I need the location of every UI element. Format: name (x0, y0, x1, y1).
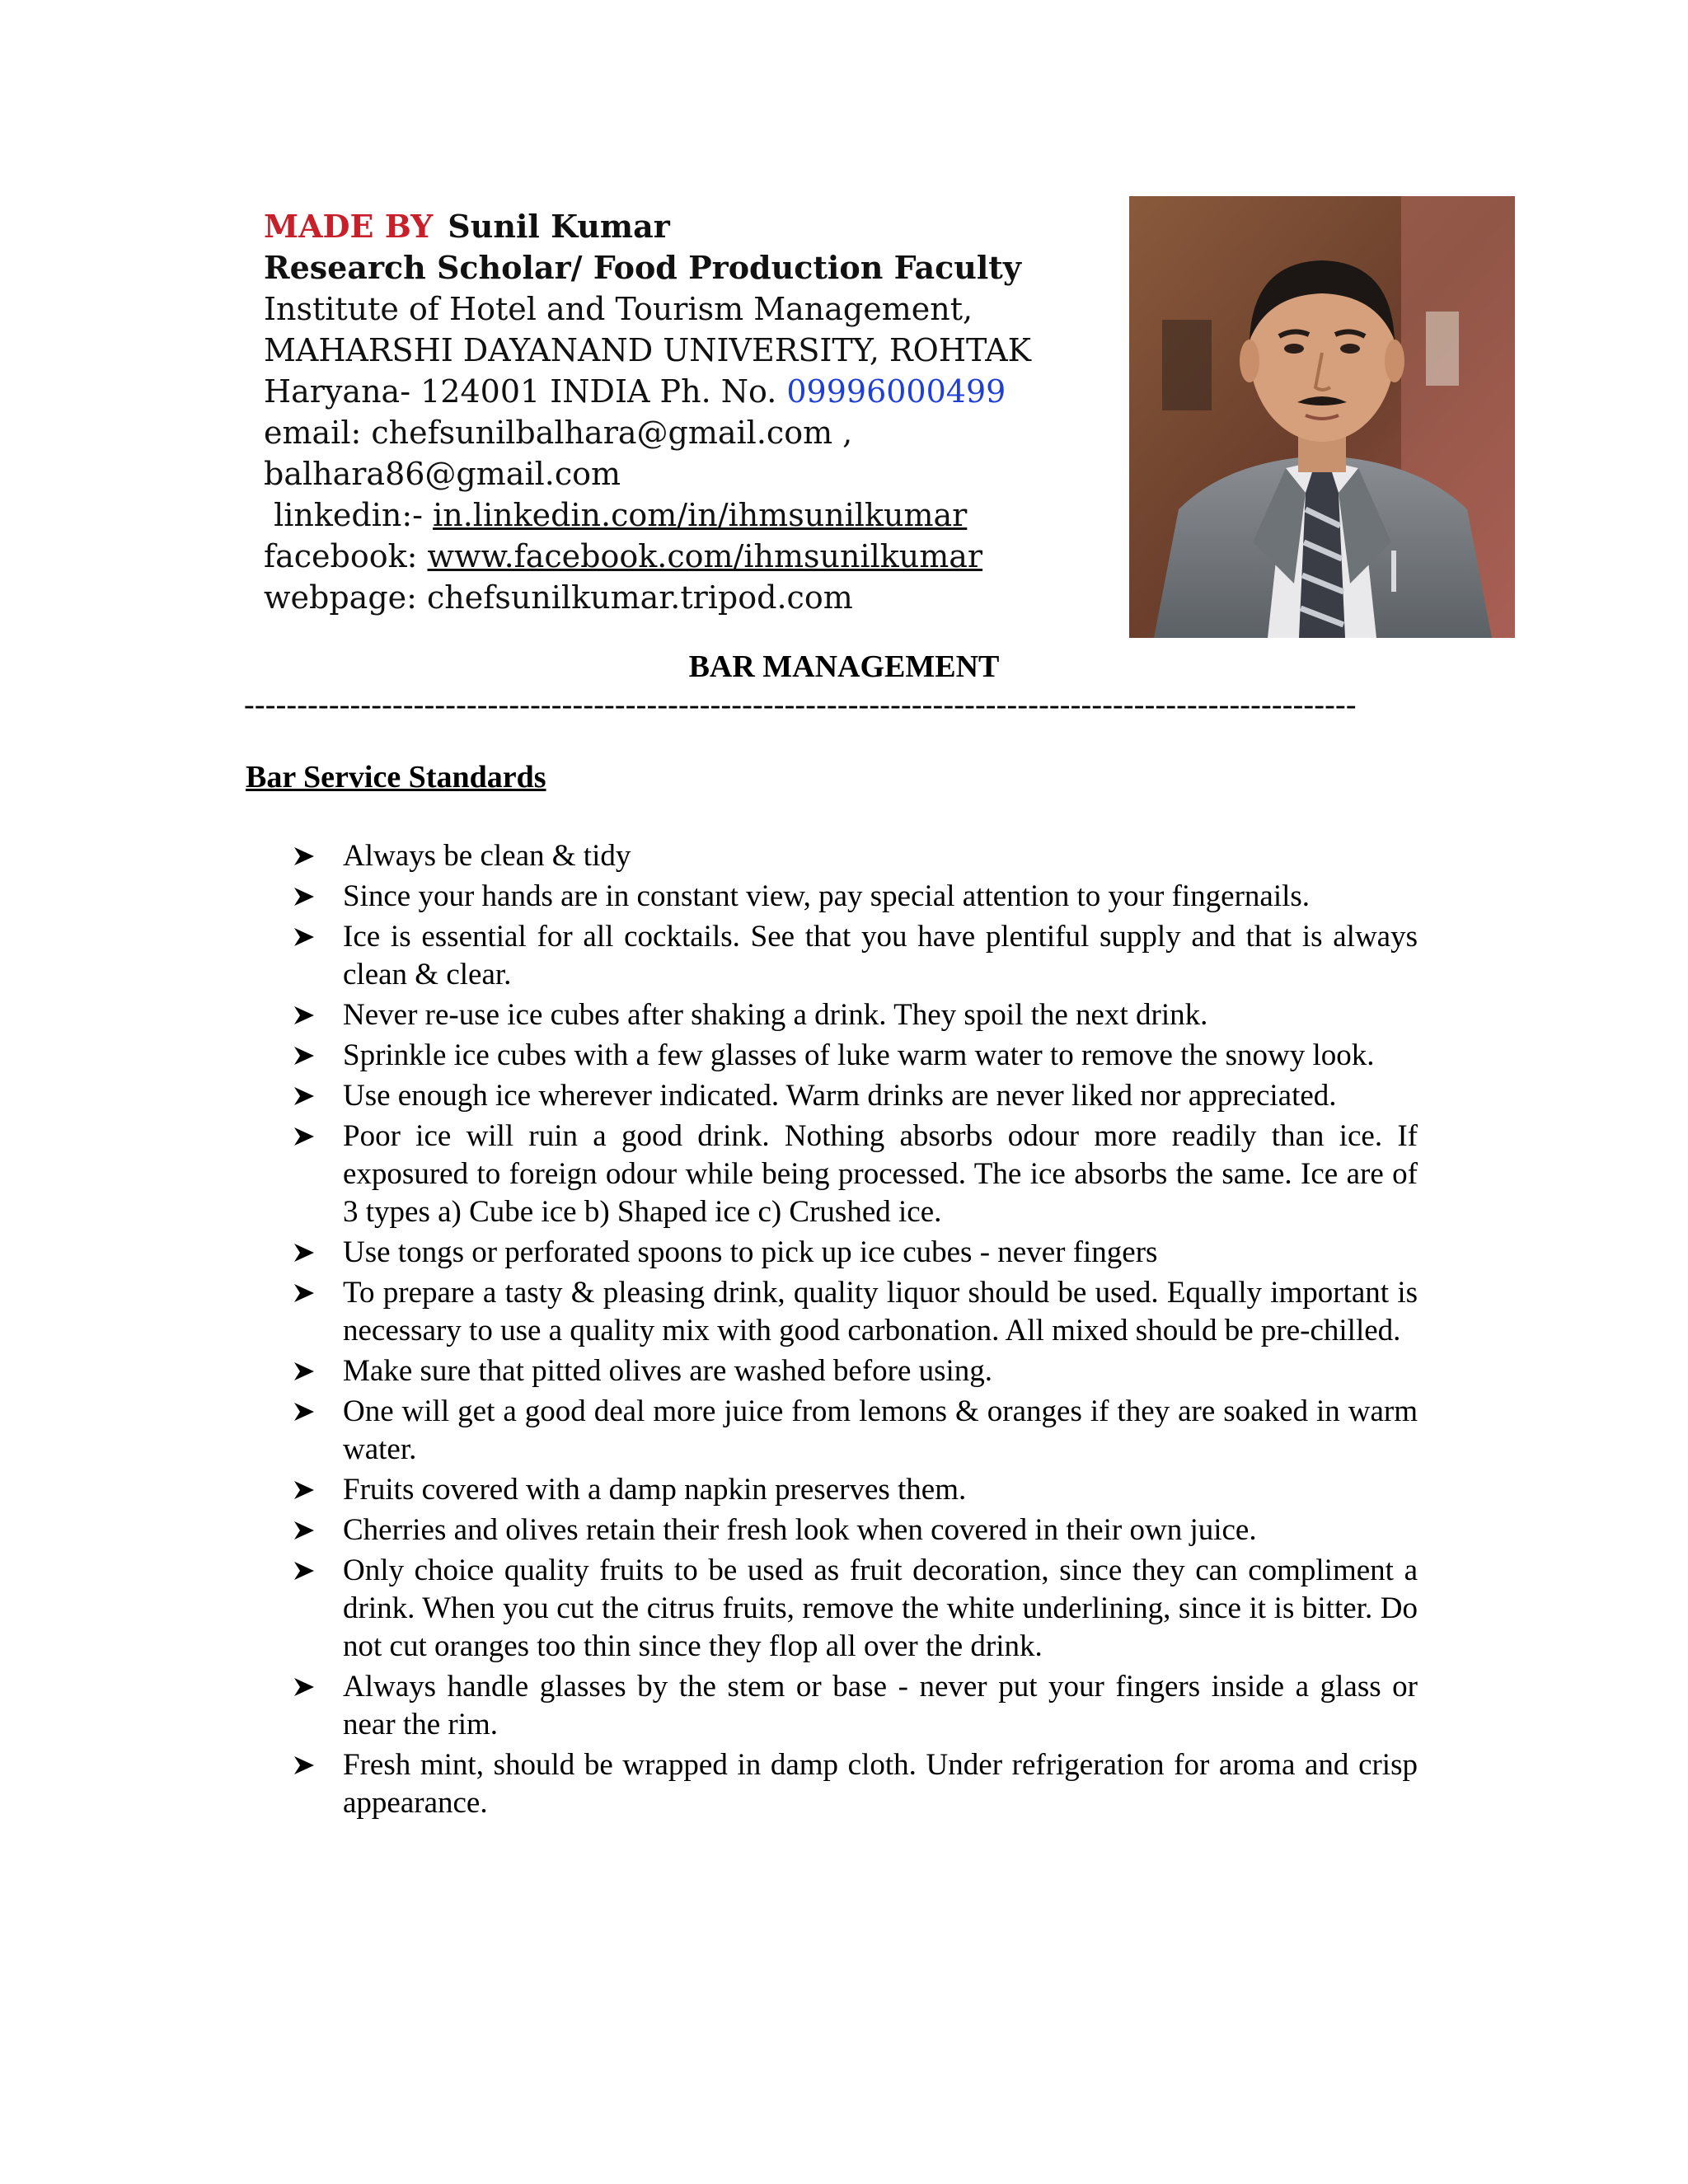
list-item-text: Always handle glasses by the stem or base - never put your fingers inside a glass or near the rim. (343, 1670, 1418, 1741)
email-line-2: balhara86@gmail.com (264, 456, 621, 492)
arrowhead-bullet-icon (293, 1274, 318, 1312)
section-heading: Bar Service Standards (246, 760, 546, 794)
linkedin-line (264, 494, 1088, 536)
university-name: MAHARSHI DAYANAND UNIVERSITY, ROHTAK (264, 332, 1032, 368)
list-item-text: Use enough ice wherever indicated. Warm drinks are never liked nor appreciated. (343, 1079, 1337, 1113)
list-item-text: Make sure that pitted olives are washed before using. (343, 1354, 993, 1388)
list-item-8 (293, 1234, 1418, 1272)
list-item-5 (293, 1037, 1418, 1075)
dashed-divider: --------------------------------------------------------------------------------------------------------- (244, 687, 1357, 722)
list-item-6 (293, 1077, 1418, 1115)
list-item-text: Poor ice will ruin a good drink. Nothing absorbs odour more readily than ice. If exposured to foreign odour while being processed. The ice absorbs the same. Ice are of 3 types a) Cube ice b) Shaped ice c) Crushed ice. (343, 1119, 1418, 1229)
arrowhead-bullet-icon (293, 1746, 318, 1784)
arrowhead-bullet-icon (293, 1118, 318, 1155)
webpage-line: webpage: chefsunilkumar.tripod.com (264, 579, 853, 616)
list-item-text: Only choice quality fruits to be used as fruit decoration, since they can compliment a drink. When you cut the citrus fruits, remove the white underlining, since it is bitter. Do not cut oranges too thin since they flop all over the drink. (343, 1554, 1418, 1663)
arrowhead-bullet-icon (293, 1393, 318, 1431)
standards-list (293, 837, 1418, 1825)
list-item-12 (293, 1471, 1418, 1509)
email-line: email: chefsunilbalhara@gmail.com , (264, 415, 853, 451)
list-item-text: Sprinkle ice cubes with a few glasses of luke warm water to remove the snowy look. (343, 1038, 1375, 1072)
linkedin-link[interactable]: in.linkedin.com/in/ihmsunilkumar (433, 497, 968, 533)
list-item-3 (293, 918, 1418, 994)
list-item-13 (293, 1511, 1418, 1549)
author-header (264, 206, 1088, 618)
list-item-15 (293, 1668, 1418, 1744)
address-text: Haryana- 124001 INDIA Ph. No. (264, 373, 777, 410)
author-name: Sunil Kumar (448, 208, 670, 245)
list-item-text: Ice is essential for all cocktails. See that you have plentiful supply and that is always clean & clear. (343, 920, 1418, 991)
arrowhead-bullet-icon (293, 1352, 318, 1390)
list-item-text: Since your hands are in constant view, pay special attention to your fingernails. (343, 879, 1311, 913)
address-line (264, 371, 1088, 412)
institute-name: Institute of Hotel and Tourism Management, (264, 291, 973, 327)
list-item-text: Never re-use ice cubes after shaking a drink. They spoil the next drink. (343, 998, 1208, 1032)
arrowhead-bullet-icon (293, 878, 318, 916)
list-item-text: Fruits covered with a damp napkin preserves them. (343, 1473, 967, 1507)
made-by-label: MADE BY (264, 208, 434, 245)
list-item-16 (293, 1746, 1418, 1822)
list-item-4 (293, 996, 1418, 1034)
list-item-text: To prepare a tasty & pleasing drink, quality liquor should be used. Equally important is necessary to use a quality mix with good carbonation. All mixed should be pre-chilled. (343, 1276, 1418, 1347)
facebook-link[interactable]: www.facebook.com/ihmsunilkumar (427, 538, 983, 574)
arrowhead-bullet-icon (293, 837, 318, 875)
arrowhead-bullet-icon (293, 1552, 318, 1590)
list-item-14 (293, 1552, 1418, 1666)
phone-number: 09996000499 (786, 373, 1006, 410)
arrowhead-bullet-icon (293, 1077, 318, 1115)
list-item-1 (293, 837, 1418, 875)
author-role: Research Scholar/ Food Production Faculty (264, 249, 1021, 286)
arrowhead-bullet-icon (293, 996, 318, 1034)
author-photo (1129, 196, 1515, 638)
made-by-line (264, 206, 1088, 247)
list-item-9 (293, 1274, 1418, 1350)
arrowhead-bullet-icon (293, 1234, 318, 1272)
arrowhead-bullet-icon (293, 918, 318, 956)
arrowhead-bullet-icon (293, 1511, 318, 1549)
list-item-text: Always be clean & tidy (343, 839, 631, 873)
arrowhead-bullet-icon (293, 1668, 318, 1706)
list-item-text: One will get a good deal more juice from lemons & oranges if they are soaked in warm water. (343, 1394, 1418, 1466)
list-item-11 (293, 1393, 1418, 1469)
list-item-7 (293, 1118, 1418, 1231)
facebook-line (264, 536, 1088, 577)
list-item-text: Fresh mint, should be wrapped in damp cloth. Under refrigeration for aroma and crisp appearance. (343, 1748, 1418, 1820)
list-item-2 (293, 878, 1418, 916)
arrowhead-bullet-icon (293, 1471, 318, 1509)
list-item-text: Cherries and olives retain their fresh look when covered in their own juice. (343, 1513, 1257, 1547)
facebook-label: facebook: (264, 538, 418, 574)
document-title: BAR MANAGEMENT (688, 649, 1000, 684)
arrowhead-bullet-icon (293, 1037, 318, 1075)
list-item-10 (293, 1352, 1418, 1390)
linkedin-label: linkedin:- (274, 497, 423, 533)
list-item-text: Use tongs or perforated spoons to pick up ice cubes - never fingers (343, 1235, 1158, 1269)
